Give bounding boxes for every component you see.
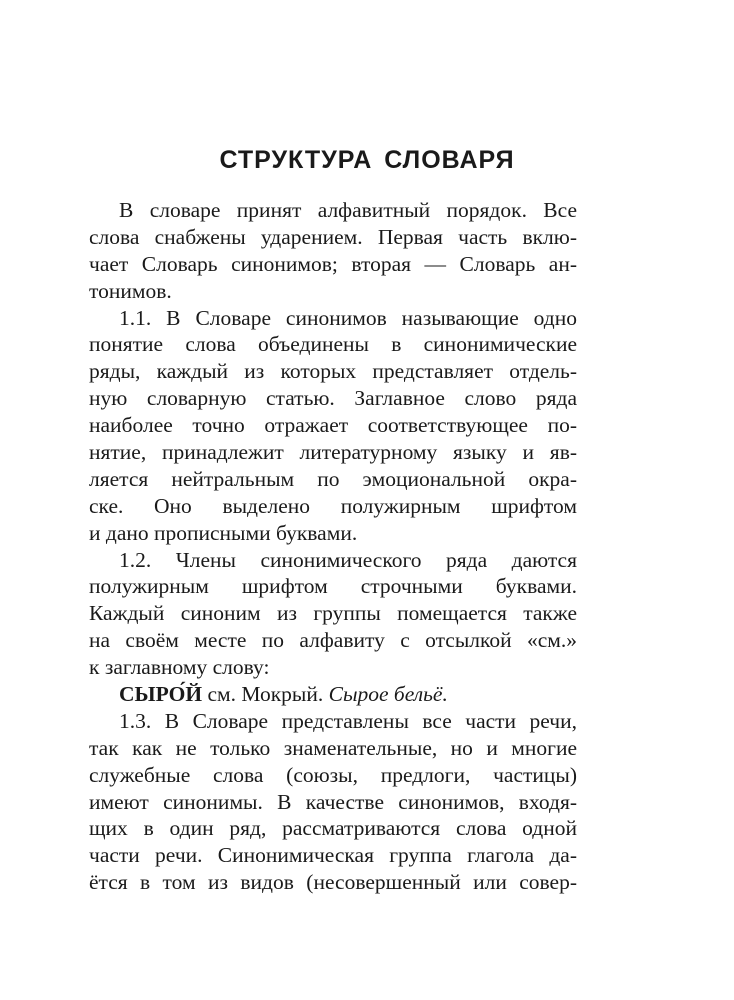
example-reference: см. Мокрый.: [202, 682, 329, 707]
text-line: 1.1. В Словаре синонимов называющие одно: [119, 305, 577, 330]
text-line: на своём месте по алфавиту с отсылкой «см.»: [89, 628, 577, 653]
text-line: ляется нейтральным по эмоциональной окра-: [89, 466, 577, 491]
text-line: части речи. Синонимическая группа глагола да-: [89, 843, 577, 868]
text-line: служебные слова (союзы, предлоги, частицы): [89, 762, 577, 787]
text-line: имеют синонимы. В качестве синонимов, входя-: [89, 789, 577, 814]
text-line: 1.3. В Словаре представлены все части речи,: [119, 708, 577, 733]
text-line: слова снабжены ударением. Первая часть вклю-: [89, 224, 577, 249]
text-line: нятие, принадлежит литературному языку и яв-: [89, 440, 577, 465]
text-line: ске. Оно выделено полужирным шрифтом: [89, 493, 577, 518]
text-line: В словаре принят алфавитный порядок. Все: [119, 198, 577, 222]
example-entry: [89, 681, 577, 708]
body-text: [89, 197, 577, 896]
example-headword: СЫРО́Й: [119, 682, 203, 707]
example-phrase: Сырое бельё.: [328, 682, 448, 707]
text-line: полужирным шрифтом строчными буквами.: [89, 574, 577, 599]
text-line: Каждый синоним из группы помещается также: [89, 601, 577, 626]
text-line: ную словарную статью. Заглавное слово ряда: [89, 386, 577, 411]
text-line: понятие слова объединены в синонимические: [89, 332, 577, 357]
text-line: и дано прописными буквами.: [89, 520, 358, 545]
text-line: так как не только знаменательные, но и многие: [89, 735, 577, 760]
text-line: наиболее точно отражает соответствующее по-: [89, 413, 577, 438]
text-line: тонимов.: [89, 278, 172, 303]
text-line: ряды, каждый из которых представляет отдель-: [89, 359, 577, 384]
text-line: 1.2. Члены синонимического ряда даются: [119, 547, 577, 572]
text-line: к заглавному слову:: [89, 655, 270, 680]
text-line: ётся в том из видов (несовершенный или совер-: [89, 870, 577, 895]
text-line: чает Словарь синонимов; вторая — Словарь ан-: [89, 251, 577, 276]
text-line: щих в один ряд, рассматриваются слова одной: [89, 816, 577, 841]
page-title: СТРУКТУРА СЛОВАРЯ: [219, 146, 515, 174]
